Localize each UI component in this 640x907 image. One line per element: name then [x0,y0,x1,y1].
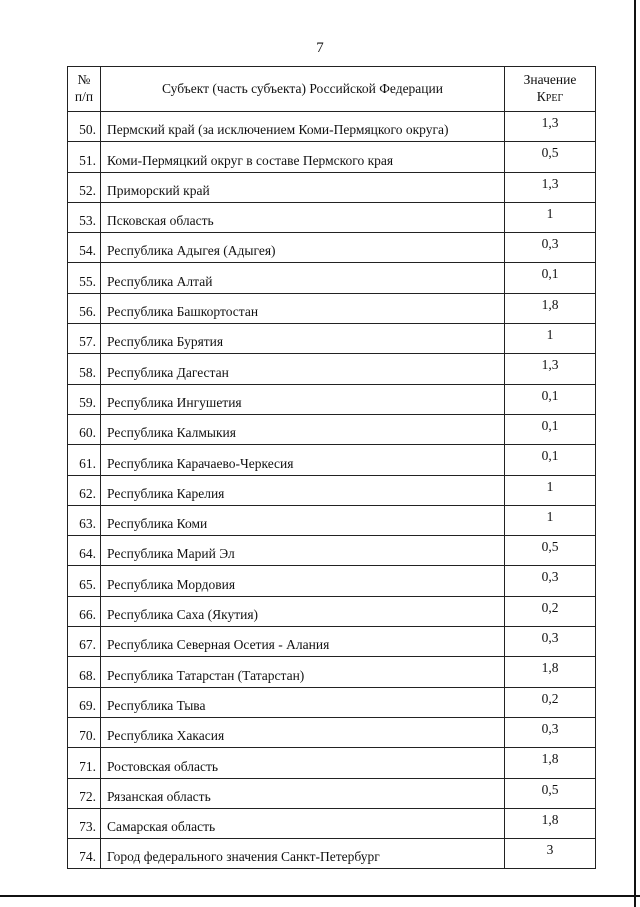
row-number: 72. [68,778,101,808]
row-value: 0,3 [505,717,596,747]
row-value: 0,5 [505,142,596,172]
row-subject: Республика Татарстан (Татарстан) [101,657,505,687]
row-value: 1,8 [505,657,596,687]
row-subject: Республика Калмыкия [101,414,505,444]
header-value [505,67,596,112]
row-subject: Республика Ингушетия [101,384,505,414]
table-row [68,808,596,838]
row-value: 0,3 [505,233,596,263]
page-number: 7 [316,40,324,56]
table-row [68,475,596,505]
row-value: 0,1 [505,384,596,414]
row-number: 60. [68,414,101,444]
row-subject: Республика Карачаево-Черкесия [101,445,505,475]
table-row [68,142,596,172]
row-number: 57. [68,324,101,354]
row-subject: Приморский край [101,172,505,202]
row-value: 0,5 [505,536,596,566]
table-body [68,112,596,869]
row-value: 0,3 [505,566,596,596]
header-number [68,67,101,112]
table-row [68,293,596,323]
header-number-sign: № [77,72,91,88]
table-row [68,778,596,808]
table-row [68,202,596,232]
table-row [68,263,596,293]
row-subject: Коми-Пермяцкий округ в составе Пермского края [101,142,505,172]
row-subject: Республика Северная Осетия - Алания [101,627,505,657]
row-value: 1,8 [505,808,596,838]
row-number: 66. [68,596,101,626]
table-row [68,627,596,657]
row-number: 61. [68,445,101,475]
row-subject: Город федерального значения Санкт-Петербург [101,839,505,869]
header-value-label: Значение [523,72,577,88]
table-row [68,566,596,596]
row-value: 0,2 [505,687,596,717]
row-number: 51. [68,142,101,172]
row-number: 73. [68,808,101,838]
table-row [68,354,596,384]
regional-coefficient-table [67,66,596,869]
row-number: 58. [68,354,101,384]
table-row [68,384,596,414]
row-number: 65. [68,566,101,596]
table-row [68,748,596,778]
row-number: 63. [68,505,101,535]
row-number: 70. [68,717,101,747]
row-subject: Республика Коми [101,505,505,535]
row-number: 52. [68,172,101,202]
row-subject: Республика Адыгея (Адыгея) [101,233,505,263]
row-subject: Республика Мордовия [101,566,505,596]
row-number: 54. [68,233,101,263]
row-subject: Республика Алтай [101,263,505,293]
row-value: 1 [505,475,596,505]
table-row [68,505,596,535]
row-subject: Пермский край (за исключением Коми-Пермяцкого округа) [101,112,505,142]
row-value: 0,1 [505,263,596,293]
table-row [68,414,596,444]
header-subject: Субъект (часть субъекта) Российской Федерации [101,67,505,112]
row-number: 67. [68,627,101,657]
table-row [68,839,596,869]
row-value: 1,8 [505,748,596,778]
row-subject: Рязанская область [101,778,505,808]
header-value-symbol: К [536,89,546,104]
row-subject: Самарская область [101,808,505,838]
row-subject: Республика Карелия [101,475,505,505]
table-row [68,596,596,626]
row-value: 1 [505,324,596,354]
row-subject: Республика Бурятия [101,324,505,354]
row-number: 56. [68,293,101,323]
table-header [68,67,596,112]
row-subject: Ростовская область [101,748,505,778]
row-value: 0,1 [505,445,596,475]
row-number: 68. [68,657,101,687]
row-value: 1 [505,505,596,535]
row-value: 1,3 [505,172,596,202]
row-value: 1,3 [505,354,596,384]
row-number: 59. [68,384,101,414]
row-value: 0,2 [505,596,596,626]
row-subject: Республика Башкортостан [101,293,505,323]
row-subject: Республика Тыва [101,687,505,717]
table-row [68,233,596,263]
table-row [68,445,596,475]
row-value: 1,3 [505,112,596,142]
row-number: 71. [68,748,101,778]
row-number: 55. [68,263,101,293]
row-subject: Псковская область [101,202,505,232]
scan-edge-right [634,0,636,907]
row-subject: Республика Саха (Якутия) [101,596,505,626]
row-value: 0,5 [505,778,596,808]
table-row [68,324,596,354]
table-row [68,172,596,202]
row-number: 74. [68,839,101,869]
row-subject: Республика Хакасия [101,717,505,747]
row-number: 53. [68,202,101,232]
row-number: 50. [68,112,101,142]
row-number: 62. [68,475,101,505]
table-row [68,717,596,747]
row-subject: Республика Дагестан [101,354,505,384]
table-row [68,687,596,717]
row-number: 64. [68,536,101,566]
row-value: 1,8 [505,293,596,323]
row-value: 3 [505,839,596,869]
row-value: 0,3 [505,627,596,657]
table-row [68,536,596,566]
scan-edge-bottom [0,895,640,897]
row-number: 69. [68,687,101,717]
table-row [68,112,596,142]
row-value: 0,1 [505,414,596,444]
table-row [68,657,596,687]
row-subject: Республика Марий Эл [101,536,505,566]
row-value: 1 [505,202,596,232]
header-value-subscript: РЕГ [545,93,564,104]
header-number-abbr: п/п [74,89,94,104]
